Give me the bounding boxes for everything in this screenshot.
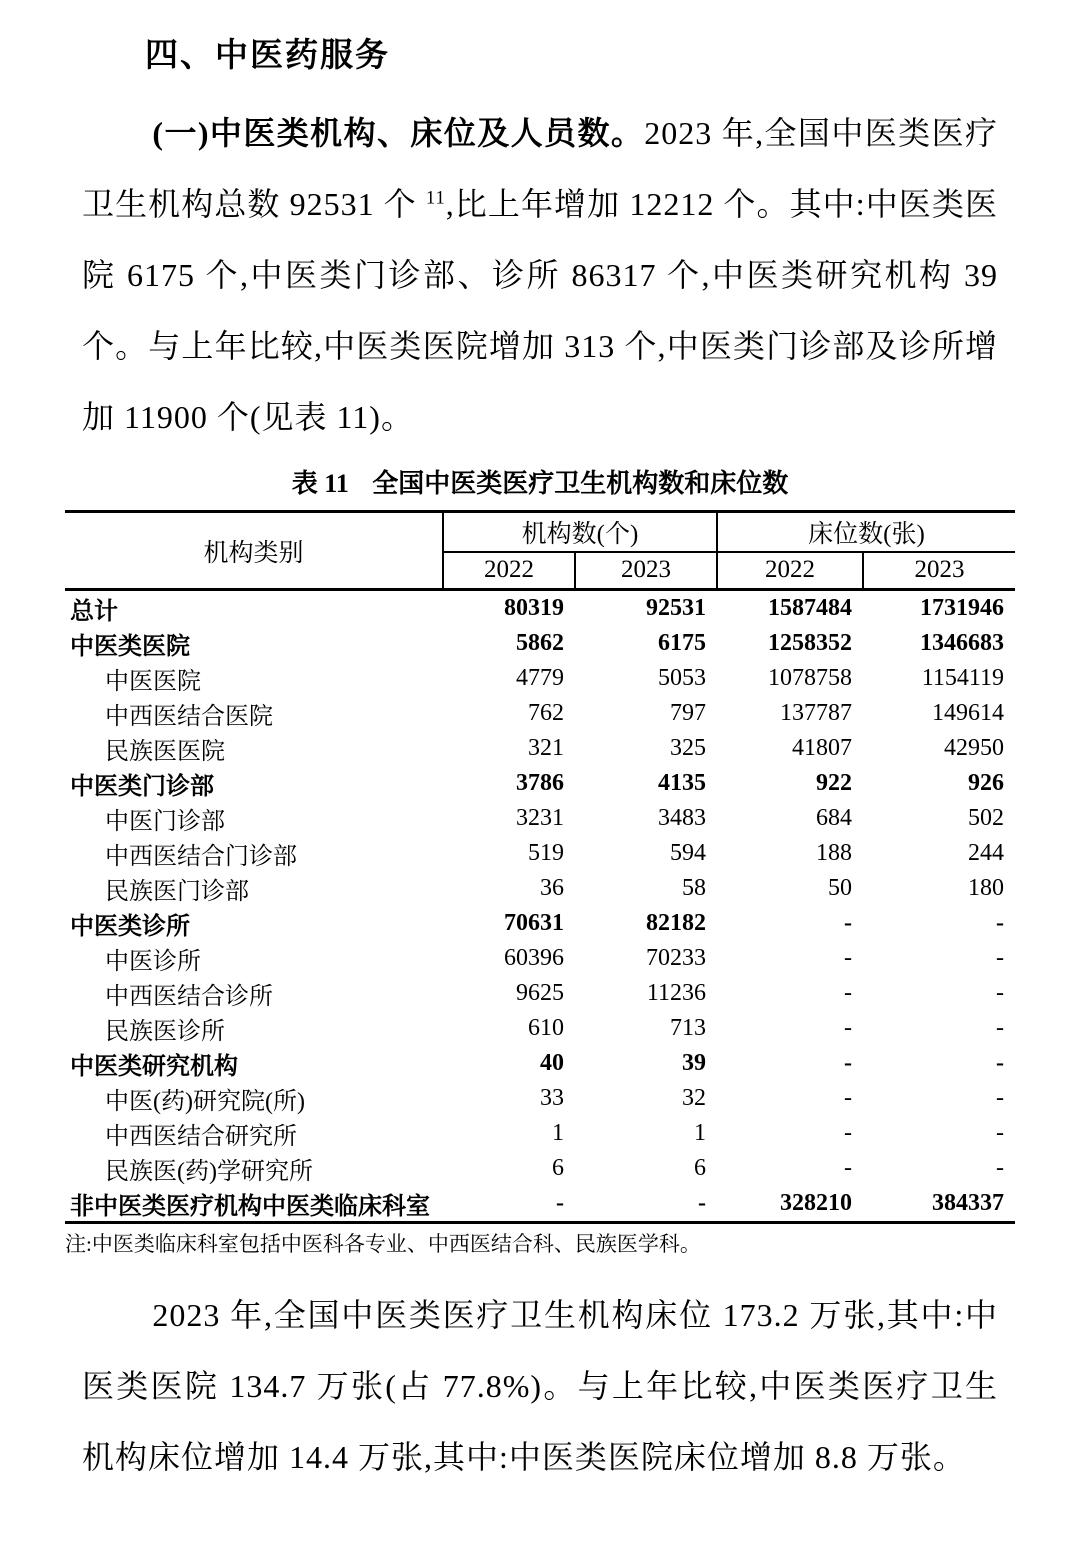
row-label: 民族医门诊部 <box>105 879 249 905</box>
cell-value: 58 <box>682 875 706 901</box>
cell-value: 33 <box>540 1085 564 1111</box>
cell-value: 594 <box>670 840 706 866</box>
cell-value: 797 <box>670 700 706 726</box>
table-row <box>65 836 1015 871</box>
row-label: 非中医类医疗机构中医类临床科室 <box>70 1194 430 1220</box>
row-label: 中医医院 <box>105 669 201 695</box>
cell-value: - <box>996 1155 1004 1181</box>
cell-value: 149614 <box>932 700 1004 726</box>
cell-value: 137787 <box>780 700 852 726</box>
cell-value: 41807 <box>792 735 852 761</box>
cell-value: 244 <box>968 840 1004 866</box>
table-row <box>65 871 1015 906</box>
row-label: 中西医结合研究所 <box>105 1124 297 1150</box>
cell-value: - <box>844 1155 852 1181</box>
table-row <box>65 1151 1015 1186</box>
table-row <box>65 941 1015 976</box>
cell-value: - <box>996 910 1004 936</box>
cell-value: - <box>844 1120 852 1146</box>
table-note: 注:中医类临床科室包括中医科各专业、中西医结合科、民族医学科。 <box>65 1232 701 1256</box>
row-label: 中医类诊所 <box>70 914 190 940</box>
table-header-row-groups <box>65 512 1015 552</box>
cell-value: 519 <box>528 840 564 866</box>
table-row <box>65 626 1015 661</box>
cell-value: 321 <box>528 735 564 761</box>
table-row <box>65 590 1015 627</box>
row-label: 中西医结合门诊部 <box>105 844 297 870</box>
cell-value: 3231 <box>516 805 564 831</box>
row-label: 民族医(药)学研究所 <box>105 1159 313 1185</box>
cell-value: - <box>996 1085 1004 1111</box>
cell-value: 502 <box>968 805 1004 831</box>
cell-value: 384337 <box>932 1190 1004 1216</box>
cell-value: 11236 <box>646 980 706 1006</box>
cell-value: 325 <box>670 735 706 761</box>
cell-value: 713 <box>670 1015 706 1041</box>
table-row <box>65 1011 1015 1046</box>
cell-value: 684 <box>816 805 852 831</box>
paragraph-institutions <box>82 98 998 453</box>
row-label: 中西医结合医院 <box>105 704 273 730</box>
table-body <box>65 590 1015 1223</box>
row-label: 中西医结合诊所 <box>105 984 273 1010</box>
col-header-institutions-2023: 2023 <box>575 552 717 590</box>
section-heading: 四、中医药服务 <box>145 35 390 74</box>
cell-value: 6 <box>552 1155 564 1181</box>
row-label: 中医类门诊部 <box>70 774 214 800</box>
col-header-beds-2023: 2023 <box>863 552 1015 590</box>
cell-value: 80319 <box>504 595 564 621</box>
paragraph-text-continued: ,比上年增加 12212 个。其中:中医类医院 6175 个,中医类门诊部、诊所 86317 个,中医类研究机构 39 个。与上年比较,中医类医院增加 313 个,中医类门诊部及诊所增加 11900 个(见表 11)。 <box>82 186 998 435</box>
col-header-beds-group: 床位数(张) <box>717 512 1015 552</box>
cell-value: 762 <box>528 700 564 726</box>
col-header-category: 机构类别 <box>65 512 443 590</box>
table-row <box>65 1116 1015 1151</box>
cell-value: - <box>844 1015 852 1041</box>
cell-value: 70631 <box>504 910 564 936</box>
cell-value: - <box>996 980 1004 1006</box>
cell-value: 1731946 <box>920 595 1004 621</box>
cell-value: 82182 <box>646 910 706 936</box>
cell-value: 92531 <box>646 595 706 621</box>
cell-value: 40 <box>540 1050 564 1076</box>
table-row <box>65 731 1015 766</box>
cell-value: 70233 <box>646 945 706 971</box>
cell-value: 1346683 <box>920 630 1004 656</box>
cell-value: 188 <box>816 840 852 866</box>
cell-value: - <box>844 945 852 971</box>
cell-value: 42950 <box>944 735 1004 761</box>
table-row <box>65 766 1015 801</box>
paragraph-lead-bold: (一)中医类机构、床位及人员数。 <box>152 115 645 151</box>
row-label: 中医诊所 <box>105 949 201 975</box>
cell-value: - <box>996 1120 1004 1146</box>
cell-value: 1587484 <box>768 595 852 621</box>
footnote-ref-11: 11 <box>425 187 446 209</box>
col-header-beds-2022: 2022 <box>717 552 863 590</box>
cell-value: 328210 <box>780 1190 852 1216</box>
table-row <box>65 1046 1015 1081</box>
table-row <box>65 696 1015 731</box>
table-row <box>65 1081 1015 1116</box>
cell-value: 4135 <box>658 770 706 796</box>
cell-value: 32 <box>682 1085 706 1111</box>
cell-value: - <box>996 945 1004 971</box>
table-header <box>65 512 1015 590</box>
cell-value: 1 <box>694 1120 706 1146</box>
row-label: 民族医医院 <box>105 739 225 765</box>
cell-value: - <box>698 1190 706 1216</box>
col-header-institutions-group: 机构数(个) <box>443 512 717 552</box>
table-row <box>65 801 1015 836</box>
cell-value: - <box>556 1190 564 1216</box>
cell-value: 922 <box>816 770 852 796</box>
paragraph-beds: 2023 年,全国中医类医疗卫生机构床位 173.2 万张,其中:中医类医院 134.7 万张(占 77.8%)。与上年比较,中医类医疗卫生机构床位增加 14.4 万张,其中:中医类医院床位增加 8.8 万张。 <box>82 1297 998 1475</box>
cell-value: - <box>996 1050 1004 1076</box>
table-row <box>65 906 1015 941</box>
cell-value: 4779 <box>516 665 564 691</box>
cell-value: 6175 <box>658 630 706 656</box>
paragraph-text: 2023 年,全国中医类医疗卫生机构总数 92531 个 <box>82 115 998 222</box>
cell-value: 1078758 <box>768 665 852 691</box>
table-row <box>65 661 1015 696</box>
table-title <box>65 467 1015 501</box>
cell-value: 610 <box>528 1015 564 1041</box>
row-label: 民族医诊所 <box>105 1019 225 1045</box>
col-header-institutions-2022: 2022 <box>443 552 575 590</box>
row-label: 总计 <box>70 599 118 625</box>
cell-value: 3786 <box>516 770 564 796</box>
cell-value: 6 <box>694 1155 706 1181</box>
cell-value: - <box>844 1050 852 1076</box>
cell-value: 1154119 <box>921 665 1004 691</box>
cell-value: - <box>844 980 852 1006</box>
cell-value: 5862 <box>516 630 564 656</box>
cell-value: - <box>844 1085 852 1111</box>
cell-value: 5053 <box>658 665 706 691</box>
cell-value: 50 <box>828 875 852 901</box>
cell-value: 60396 <box>504 945 564 971</box>
row-label: 中医(药)研究院(所) <box>105 1089 305 1115</box>
cell-value: 36 <box>540 875 564 901</box>
cell-value: 39 <box>682 1050 706 1076</box>
table-number-label: 表 11 <box>291 469 349 498</box>
cell-value: 1258352 <box>768 630 852 656</box>
row-label: 中医类医院 <box>70 634 190 660</box>
cell-value: 1 <box>552 1120 564 1146</box>
cell-value: 926 <box>968 770 1004 796</box>
row-label: 中医门诊部 <box>105 809 225 835</box>
table-row <box>65 976 1015 1011</box>
cell-value: - <box>996 1015 1004 1041</box>
row-label: 中医类研究机构 <box>70 1054 238 1080</box>
table-row <box>65 1186 1015 1223</box>
cell-value: 9625 <box>516 980 564 1006</box>
table-title-text: 全国中医类医疗卫生机构数和床位数 <box>372 469 789 498</box>
cell-value: 180 <box>968 875 1004 901</box>
cell-value: 3483 <box>658 805 706 831</box>
tcm-institutions-beds-table <box>65 510 1015 1224</box>
cell-value: - <box>844 910 852 936</box>
